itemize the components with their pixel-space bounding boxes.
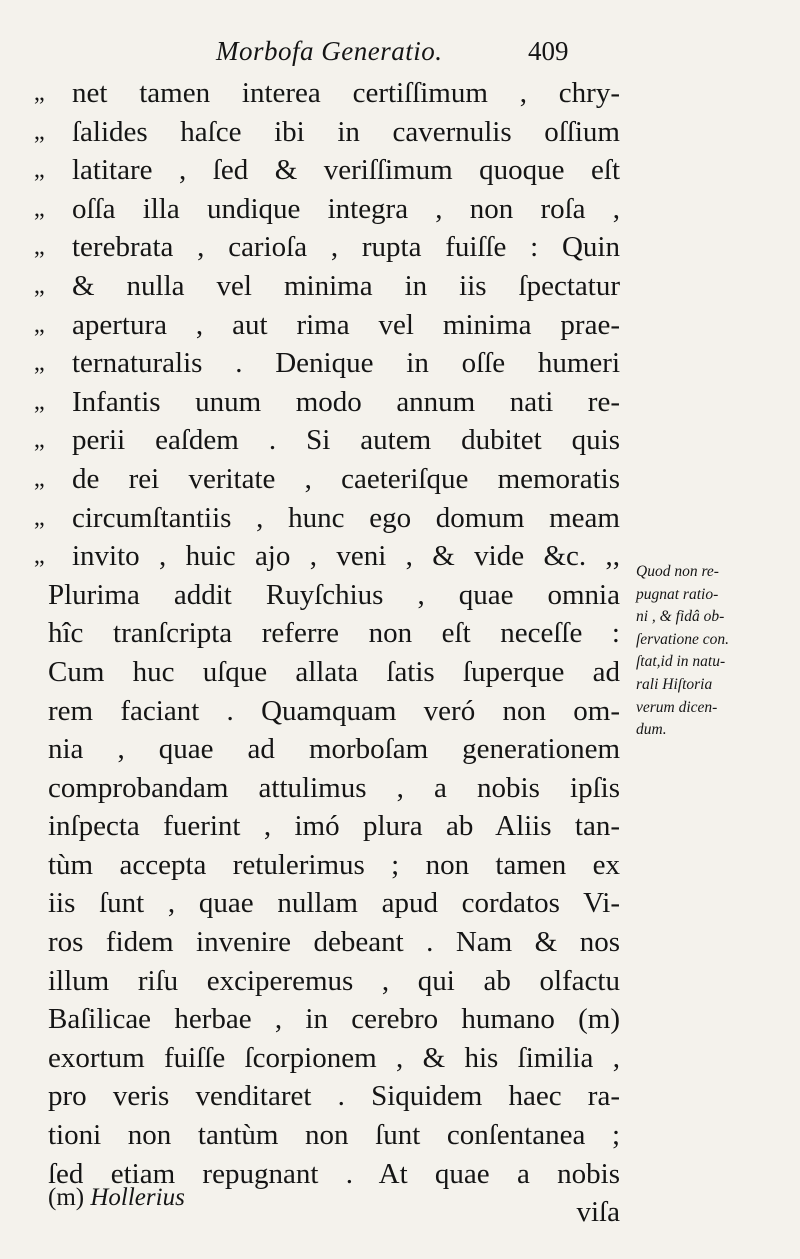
margin-note <box>636 561 776 742</box>
text-line <box>34 576 634 615</box>
line-text: pro veris venditaret . Siquidem haec ra- <box>48 1080 620 1113</box>
quotation-marker: ,, <box>34 388 44 415</box>
quotation-marker: ,, <box>34 234 44 261</box>
margin-note-line: dum. <box>636 721 667 739</box>
quotation-marker: ,, <box>34 272 44 299</box>
quotation-marker: ,, <box>34 157 44 184</box>
line-text: comprobandam attulimus , a nobis ipſis <box>48 771 620 804</box>
text-line <box>34 383 634 422</box>
text-line <box>34 113 634 152</box>
running-head-title: Morbofa Generatio. <box>216 36 443 66</box>
margin-note-line: ni , & fidâ ob- <box>636 608 725 626</box>
quotation-marker: ,, <box>34 311 44 338</box>
text-line <box>34 228 634 267</box>
footnote-mark: (m) <box>48 1184 85 1211</box>
text-line <box>34 614 634 653</box>
line-text: inſpecta fuerint , imó plura ab Aliis tan- <box>48 810 620 843</box>
line-text: invito , huic ajo , veni , & vide &c. ,, <box>72 540 620 573</box>
page-number: 409 <box>528 36 569 66</box>
quotation-marker: ,, <box>34 427 44 454</box>
text-line <box>34 807 634 846</box>
line-text: nia , quae ad morboſam generationem <box>48 733 620 766</box>
margin-note-line: verum dicen- <box>636 698 718 716</box>
line-text: tùm accepta retulerimus ; non tamen ex <box>48 848 620 881</box>
text-line <box>34 730 634 769</box>
text-line <box>34 151 634 190</box>
line-text: de rei veritate , caeteriſque memoratis <box>72 462 620 495</box>
line-text: tioni non tantùm non ſunt conſentanea ; <box>48 1119 620 1152</box>
margin-note-line: pugnat ratio- <box>636 585 719 603</box>
margin-note-line: ſtat,id in natu- <box>636 653 726 671</box>
text-line <box>34 1116 634 1155</box>
text-line <box>34 923 634 962</box>
text-line <box>34 421 634 460</box>
line-text: circumſtantiis , hunc ego domum meam <box>72 501 620 534</box>
quotation-marker: ,, <box>34 118 44 145</box>
line-text: & nulla vel minima in iis ſpectatur <box>72 269 620 302</box>
line-text: viſa <box>576 1196 620 1229</box>
line-text: Baſilicae herbae , in cerebro humano (m) <box>48 1003 620 1036</box>
text-line <box>34 1039 634 1078</box>
line-text: Infantis unum modo annum nati re- <box>72 385 620 418</box>
text-line <box>34 1077 634 1116</box>
line-text: oſſa illa undique integra , non roſa , <box>72 192 620 225</box>
line-text: ternaturalis . Denique in oſſe humeri <box>72 347 620 380</box>
margin-note-line: rali Hiſtoria <box>636 675 713 693</box>
text-line <box>34 190 634 229</box>
text-line <box>34 267 634 306</box>
line-text: apertura , aut rima vel minima prae- <box>72 308 620 341</box>
main-text <box>34 74 634 1232</box>
text-line <box>34 653 634 692</box>
line-text: ros fidem invenire debeant . Nam & nos <box>48 926 620 959</box>
line-text: perii eaſdem . Si autem dubitet quis <box>72 424 620 457</box>
text-line <box>34 962 634 1001</box>
line-text: hîc tranſcripta referre non eſt neceſſe : <box>48 617 620 650</box>
line-text: ſed etiam repugnant . At quae a nobis <box>48 1157 620 1190</box>
footnote-author: Hollerius <box>90 1184 185 1211</box>
quotation-marker: ,, <box>34 350 44 377</box>
line-text: exortum fuiſſe ſcorpionem , & his ſimilia , <box>48 1041 620 1074</box>
line-text: terebrata , carioſa , rupta fuiſſe : Quin <box>72 231 620 264</box>
text-line <box>34 884 634 923</box>
line-text: ſalides haſce ibi in cavernulis oſſium <box>72 115 620 148</box>
line-text: Plurima addit Ruyſchius , quae omnia <box>48 578 620 611</box>
quotation-marker: ,, <box>34 80 44 106</box>
text-line <box>34 537 634 576</box>
text-line <box>34 74 634 113</box>
line-text: rem faciant . Quamquam veró non om- <box>48 694 620 727</box>
quotation-marker: ,, <box>34 504 44 531</box>
line-text: Cum huc uſque allata ſatis ſuperque ad <box>48 655 620 688</box>
text-line <box>34 846 634 885</box>
line-text: illum riſu exciperemus , qui ab olfactu <box>48 964 620 997</box>
footnote <box>48 1184 185 1212</box>
line-text: latitare , ſed & veriſſimum quoque eſt <box>72 154 620 187</box>
text-line <box>34 692 634 731</box>
running-head <box>0 36 800 76</box>
text-line <box>34 1000 634 1039</box>
margin-note-line: Quod non re- <box>636 563 719 580</box>
line-text: iis ſunt , quae nullam apud cordatos Vi- <box>48 887 620 920</box>
quotation-marker: ,, <box>34 465 44 492</box>
text-line <box>34 499 634 538</box>
text-line <box>34 344 634 383</box>
line-text: net tamen interea certiſſimum , chry- <box>72 77 620 109</box>
text-line <box>34 460 634 499</box>
text-line <box>34 769 634 808</box>
margin-note-line: ſervatione con. <box>636 630 729 648</box>
quotation-marker: ,, <box>34 543 44 570</box>
quotation-marker: ,, <box>34 195 44 222</box>
text-line <box>34 306 634 345</box>
